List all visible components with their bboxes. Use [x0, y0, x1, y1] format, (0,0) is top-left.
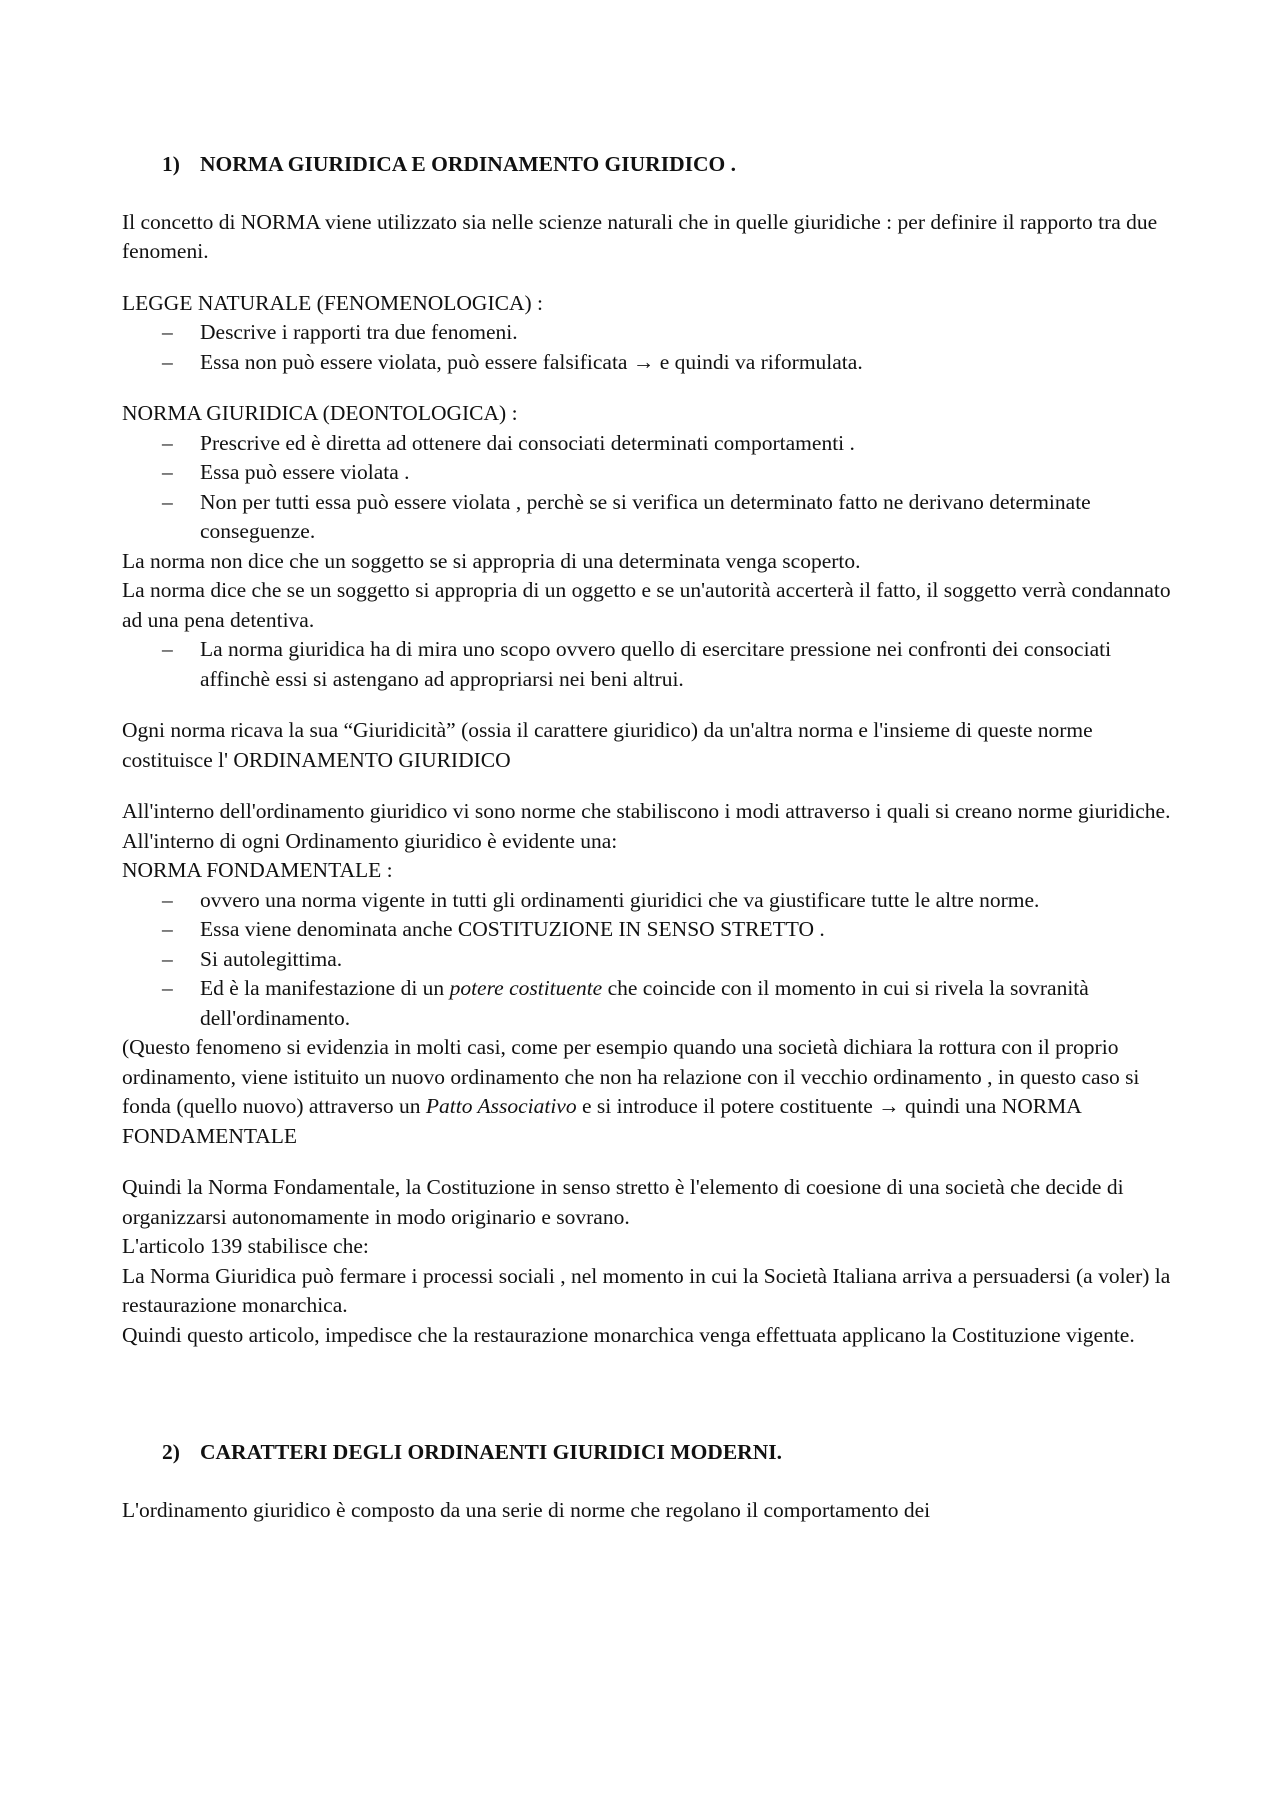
- dash-bullet: –: [162, 887, 173, 912]
- dash-bullet: –: [162, 460, 173, 484]
- norma-fondamentale-label: NORMA FONDAMENTALE :: [122, 858, 393, 882]
- dash-bullet: –: [162, 946, 173, 971]
- list-item: – Prescrive ed è diretta ad ottenere dai consociati determinati comportamenti .: [122, 429, 1182, 459]
- list-item: – Descrive i rapporti tra due fenomeni.: [122, 318, 1182, 348]
- dash-bullet: –: [162, 430, 173, 455]
- interno-paragraph: All'interno di ogni Ordinamento giuridico è evidente una:: [122, 828, 618, 853]
- norma-paragraph: La norma dice che se un soggetto si appropria di un oggetto e se un'autorità accerterà il fatto, il soggetto verrà condannato ad una pena detentiva.: [122, 578, 1171, 632]
- norma-paragraph: La norma non dice che un soggetto se si appropria di una determinata venga scoperto.: [122, 548, 861, 573]
- list-item: – Non per tutti essa può essere violata , perchè se si verifica un determinato fatto ne derivano determinate conseguenze.: [162, 489, 1091, 543]
- norma-giuridica-list: [122, 429, 1182, 547]
- section-1-heading: [162, 150, 1182, 180]
- section-1-number: 1): [162, 152, 180, 176]
- dash-bullet: –: [162, 976, 173, 1000]
- legge-naturale-label: LEGGE NATURALE (FENOMENOLOGICA) :: [122, 290, 543, 315]
- dash-bullet: –: [162, 637, 173, 661]
- norma-giuridica-label: NORMA GIURIDICA (DEONTOLOGICA) :: [122, 401, 518, 425]
- section-1-title: NORMA GIURIDICA E ORDINAMENTO GIURIDICO .: [200, 152, 736, 176]
- giuridicita-paragraph: Ogni norma ricava la sua “Giuridicità” (ossia il carattere giuridico) da un'altra norma e l'insieme di queste norme costituisce l' ORDINAMENTO GIURIDICO: [122, 718, 1093, 772]
- conclusion-paragraph: Quindi questo articolo, impedisce che la restaurazione monarchica venga effettuata applicano la Costituzione vigente.: [122, 1322, 1135, 1347]
- dash-bullet: –: [162, 320, 173, 344]
- list-item: – Essa può essere violata .: [122, 458, 1182, 488]
- list-item: – ovvero una norma vigente in tutti gli ordinamenti giuridici che va giustificare tutte le altre norme.: [122, 886, 1182, 916]
- section-2-number: 2): [162, 1440, 180, 1464]
- list-item: – Essa viene denominata anche COSTITUZIONE IN SENSO STRETTO .: [122, 915, 1182, 945]
- dash-bullet: –: [162, 349, 173, 374]
- section-2-heading: [162, 1438, 1182, 1468]
- conclusion-paragraph: Quindi la Norma Fondamentale, la Costituzione in senso stretto è l'elemento di coesione di una società che decide di organizzarsi autonomamente in modo originario e sovrano.: [122, 1175, 1124, 1229]
- norma-fondamentale-list: [122, 886, 1182, 1034]
- list-item: – Ed è la manifestazione di un potere costituente che coincide con il momento in cui si rivela la sovranità dell'ordinamento.: [162, 976, 1089, 1030]
- conclusion-paragraph: La Norma Giuridica può fermare i processi sociali , nel momento in cui la Società Italiana arriva a persuadersi (a voler) la restaurazione monarchica.: [122, 1263, 1171, 1317]
- norma-scopo-list: [122, 635, 1182, 694]
- dash-bullet: –: [162, 489, 173, 514]
- list-item: – La norma giuridica ha di mira uno scopo ovvero quello di esercitare pressione nei confronti dei consociati affinchè essi si astengano ad appropriarsi nei beni altrui.: [162, 637, 1112, 691]
- conclusion-paragraph: L'articolo 139 stabilisce che:: [122, 1234, 369, 1258]
- dash-bullet: –: [162, 917, 173, 941]
- list-item: – Essa non può essere violata, può essere falsificata → e quindi va riformulata.: [122, 348, 1182, 378]
- document-page: [122, 150, 1182, 1525]
- parenthetical-paragraph: (Questo fenomeno si evidenzia in molti casi, come per esempio quando una società dichiara la rottura con il proprio ordinamento, viene istituito un nuovo ordinamento che non ha relazione con il vecchio ordinamento , in questo caso si fonda (quello nuovo) attraverso un Patto Associativo e si introduce il potere costituente → quindi una NORMA FONDAMENTALE: [122, 1035, 1140, 1148]
- legge-naturale-list: [122, 318, 1182, 377]
- section-2-title: CARATTERI DEGLI ORDINAENTI GIURIDICI MODERNI.: [200, 1440, 782, 1464]
- section-1-intro: Il concetto di NORMA viene utilizzato sia nelle scienze naturali che in quelle giuridiche : per definire il rapporto tra due fenomeni.: [122, 209, 1158, 263]
- list-item: – Si autolegittima.: [122, 945, 1182, 975]
- section-2-intro: L'ordinamento giuridico è composto da una serie di norme che regolano il comportamento dei: [122, 1497, 931, 1522]
- interno-paragraph: All'interno dell'ordinamento giuridico vi sono norme che stabiliscono i modi attraverso i quali si creano norme giuridiche.: [122, 799, 1171, 823]
